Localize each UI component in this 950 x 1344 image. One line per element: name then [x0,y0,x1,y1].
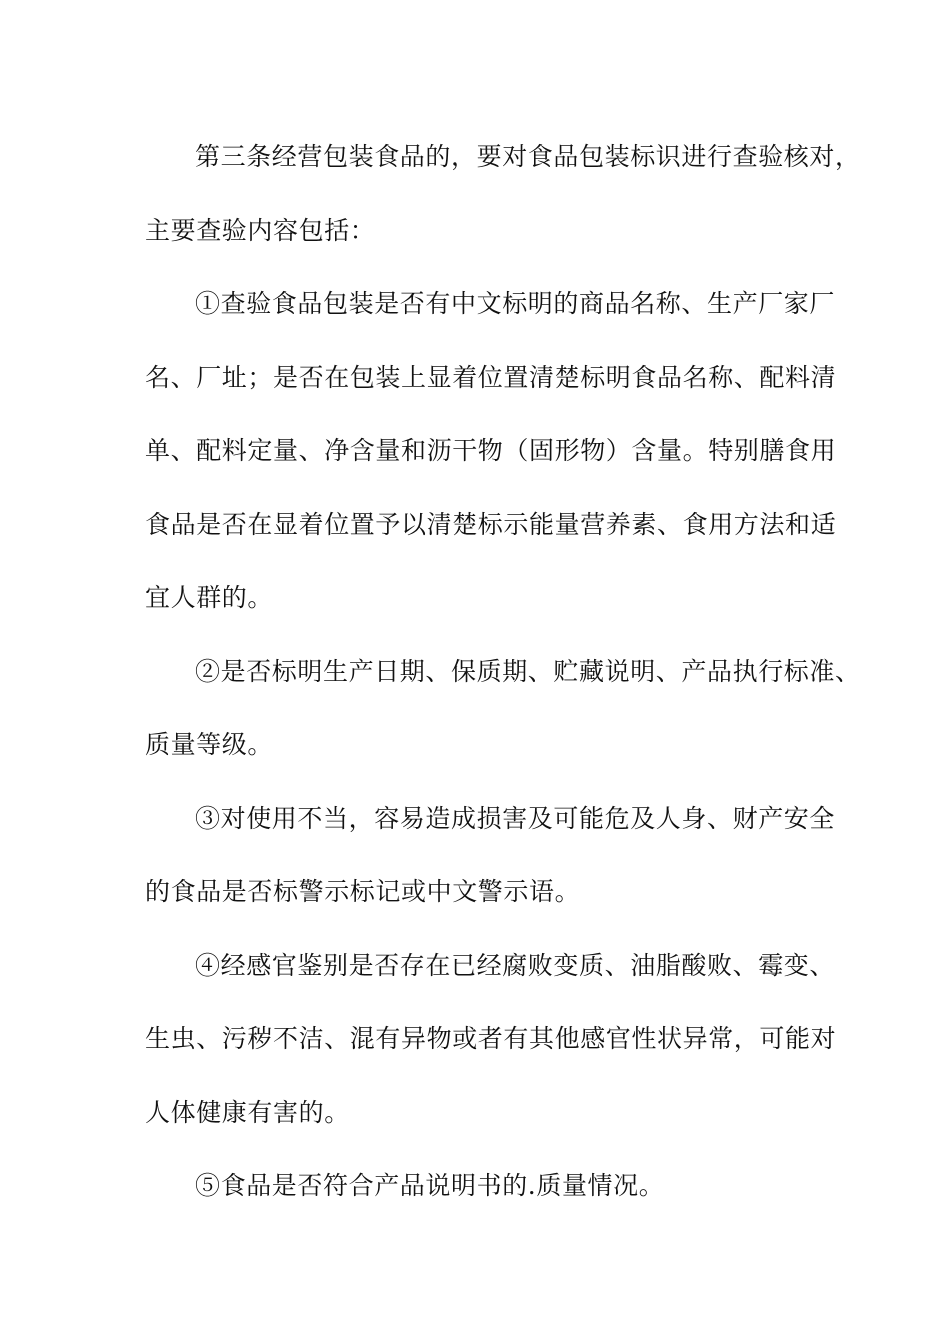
item-2-line-1: ②是否标明生产日期、保质期、贮藏说明、产品执行标准、 [195,656,861,686]
item-5-line-1: ⑤食品是否符合产品说明书的.质量情况。 [195,1171,665,1200]
item-1-line-4: 食品是否在显着位置予以清楚标示能量营养素、食用方法和适 [145,509,837,539]
item-2-line-2: 质量等级。 [145,730,274,759]
item-3-line-2: 的食品是否标警示标记或中文警示语。 [145,877,581,906]
paragraph-article-3-line-1: 第三条经营包装食品的，要对食品包装标识进行查验核对， [195,142,861,171]
item-3-line-1: ③对使用不当，容易造成损害及可能危及人身、财产安全 [195,803,836,833]
item-1-line-3: 单、配料定量、净含量和沥干物（固形物）含量。特别膳食用 [145,436,837,465]
item-1-line-5: 宜人群的。 [145,583,274,612]
paragraph-article-3-line-2: 主要查验内容包括： [145,215,376,245]
item-4-line-2: 生虫、污秽不洁、混有异物或者有其他感官性状异常，可能对 [145,1024,837,1053]
item-4-line-3: 人体健康有害的。 [145,1097,350,1127]
document-body [145,120,861,1223]
item-4-line-1: ④经感官鉴别是否存在已经腐败变质、油脂酸败、霉变、 [195,950,836,980]
item-1-line-1: ①查验食品包装是否有中文标明的商品名称、生产厂家厂 [195,289,836,318]
item-1-line-2: 名、厂址；是否在包装上显着位置清楚标明食品名称、配料清 [145,362,837,392]
